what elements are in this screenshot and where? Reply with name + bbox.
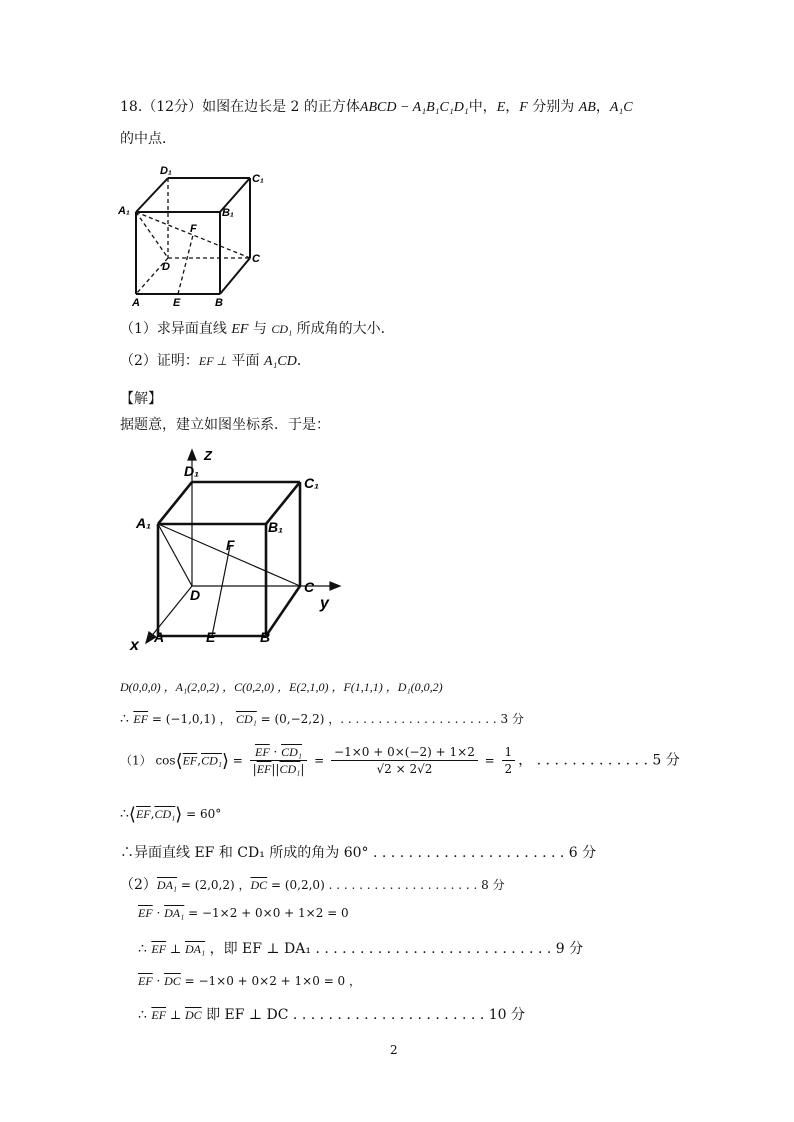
vec-ef: $\overline{EF}$ [135, 807, 151, 821]
vec-ef: $\overline{EF}$ [256, 762, 272, 776]
fraction-numeric [331, 744, 478, 777]
q2-text-a: （2）证明： [120, 353, 199, 369]
fig1-label-b: B [215, 297, 223, 308]
vec-da1: DA₁ [156, 878, 178, 892]
result-denominator: 2 [504, 762, 513, 776]
question-2 [120, 350, 311, 370]
vec-da1-value: = (2,0,2) ， [177, 878, 251, 892]
q2-ef-perp: EF ⊥ [198, 354, 228, 368]
coordinates-line: D(0,0,0) ，A₁(2,0,2) ，C(0,2,0) ，E(2,1,0) ，F(1,1,1) ，D₁(0,0,2) [120, 680, 443, 694]
cos-prefix: （1） cos [120, 753, 176, 768]
vec-cd1: CD₁ [154, 807, 176, 821]
fig2-label-b1: B₁ [268, 519, 284, 535]
q1-ef: EF [231, 322, 249, 337]
therefore-symbol: ∴ [138, 1007, 147, 1023]
perp-2-text: 即 EF ⊥ DC . . . . . . . . . . . . . . . . . . . . . . 10 分 [201, 1007, 526, 1023]
angle-result-line [120, 804, 221, 825]
equals: = [480, 753, 499, 768]
fig1-label-a: A [132, 297, 140, 308]
vector-line [120, 710, 524, 727]
fig1-label-f: F [190, 223, 197, 235]
dot-product-1-value: = −1×2 + 0×0 + 1×2 = 0 [184, 906, 349, 920]
comma: ， [505, 99, 520, 115]
fig1-label-c1: C₁ [252, 173, 264, 185]
cosine-line [120, 744, 680, 777]
q1-text-b: 与 [248, 321, 272, 337]
dot-product-1 [138, 906, 349, 921]
angle-close: ⟩ [221, 750, 229, 772]
conclusion-1: ∴异面直线 EF 和 CD₁ 所成的角为 60° . . . . . . . . . . . . . . . . . . . . . . 6 分 [120, 845, 597, 861]
dot: · [152, 974, 165, 988]
angle-open: ⟨ [175, 750, 183, 772]
perp-1-text: ，即 EF ⊥ DA₁ . . . . . . . . . . . . . . . . . . . . . . . . . . . 9 分 [205, 941, 584, 957]
fig1-label-d: D [162, 261, 170, 273]
perp-1 [138, 938, 583, 958]
fraction-dot-over-norm: $\frac{\overline{EF} \cdot CD_1}{|\overline{EF}||CD_1|}$ [250, 744, 308, 777]
dot: · [269, 745, 282, 759]
fig2-label-y: y [320, 595, 329, 612]
vec-ef: $\overline{EF}$ [138, 906, 153, 920]
fig1-label-d1: D₁ [160, 165, 172, 177]
fig2-label-d: D [190, 587, 201, 603]
problem-stem-b: 中， [468, 99, 497, 115]
fig1-label-c: C [252, 253, 260, 265]
cube-figure-1 [118, 160, 278, 308]
q1-cd1: CD₁ [271, 322, 293, 336]
q1-text-c: 所成角的大小． [292, 321, 395, 337]
part2-label: （2） [120, 877, 157, 893]
dot-product-2-value: = −1×0 + 0×2 + 1×0 = 0 ， [180, 974, 362, 988]
fig2-label-f: F [226, 537, 235, 553]
cube-name: ABCD − A₁B₁C₁D₁ [359, 100, 469, 115]
point-e: E [496, 100, 506, 115]
fig1-label-e: E [173, 297, 181, 308]
vec-ef: $\overline{EF}$ [151, 942, 167, 956]
fraction-denominator: √2 × 2√2 [376, 762, 433, 776]
question-1 [120, 318, 395, 338]
vec-cd1: CD₁ [235, 712, 257, 726]
vec-dc: $\overline{DC}$ [250, 878, 268, 892]
fig2-label-a1: A₁ [136, 515, 152, 531]
fraction-numerator: −1×0 + 0×(−2) + 1×2 [331, 744, 478, 761]
vec-ef: $\overline{EF}$ [255, 745, 270, 759]
vec-da1: DA₁ [184, 942, 206, 956]
fig1-label-b1: B₁ [222, 207, 234, 219]
problem-stem-c: 分别为 [527, 99, 579, 115]
problem-line-1 [120, 96, 633, 116]
fig2-label-b: B [260, 629, 271, 645]
fig2-label-d1: D₁ [184, 463, 200, 479]
problem-number: 18.（12分） [120, 99, 203, 115]
angle-close: ⟩ [175, 804, 183, 825]
segment-ab: AB [578, 100, 596, 115]
q2-plane: A₁CD [263, 354, 297, 369]
vec-ef: $\overline{EF}$ [182, 753, 198, 768]
fraction-result [502, 744, 516, 777]
cube-figure-2 [128, 446, 348, 654]
fig2-label-a: A [154, 629, 165, 645]
fig2-label-c1: C₁ [304, 475, 320, 491]
vec-cd1: CD₁ [279, 762, 301, 776]
part2-vectors [120, 874, 505, 894]
comma: , [150, 807, 155, 821]
fig2-label-z: Z [204, 448, 212, 463]
dot-product-2 [138, 972, 361, 989]
segment-a1c: A₁C [609, 100, 633, 115]
vec-cd1-value: = (0,−2,2) ，. . . . . . . . . . . . . . . . . . . . . 3 分 [256, 712, 524, 726]
vec-dc: $\overline{DC}$ [164, 974, 181, 988]
comma: ， [595, 99, 610, 115]
vec-cd1: CD₁ [281, 745, 302, 759]
vec-ef: $\overline{EF}$ [133, 712, 149, 726]
vec-ef: $\overline{EF}$ [151, 1008, 167, 1022]
vec-dc-value: = (0,2,0) . . . . . . . . . . . . . . . . . . . . 8 分 [267, 878, 505, 892]
solution-intro: 据题意，建立如图坐标系．于是： [120, 417, 330, 433]
therefore-symbol: ∴ [120, 711, 129, 727]
vec-cd1: CD₁ [201, 753, 222, 768]
fig1-label-a1: A₁ [118, 205, 130, 217]
page-number: 2 [390, 1043, 398, 1057]
point-f: F [519, 100, 528, 115]
problem-stem-a: 如图在边长是 2 的正方体 [202, 99, 360, 115]
therefore-symbol: ∴ [120, 806, 129, 822]
perp: ⊥ [166, 942, 185, 956]
q1-text-a: （1）求异面直线 [120, 321, 232, 337]
q2-text-b: 平面 [227, 353, 264, 369]
angle-open: ⟨ [128, 804, 136, 825]
angle-value: = 60° [182, 807, 222, 821]
vec-da1: DA₁ [164, 906, 185, 920]
therefore-symbol: ∴ [138, 941, 147, 957]
perp: ⊥ [166, 1008, 185, 1022]
q2-text-c: ． [296, 353, 311, 369]
vec-ef: $\overline{EF}$ [138, 974, 153, 988]
score-5: ， . . . . . . . . . . . . . 5 分 [518, 752, 680, 769]
vec-dc: $\overline{DC}$ [184, 1008, 202, 1022]
fig2-label-c: C [304, 579, 315, 595]
fig2-label-e: E [206, 629, 216, 645]
fig2-label-x: x [130, 637, 139, 654]
equals: = [228, 753, 247, 768]
perp-2 [138, 1004, 525, 1024]
vec-ef-value: = (−1,0,1) ， [148, 712, 232, 726]
comma: , [197, 753, 202, 768]
solution-header: 【解】 [120, 391, 162, 407]
dot: · [152, 906, 165, 920]
equals: = [310, 753, 329, 768]
problem-stem-d: 的中点． [120, 131, 176, 147]
result-numerator: 1 [502, 744, 516, 761]
